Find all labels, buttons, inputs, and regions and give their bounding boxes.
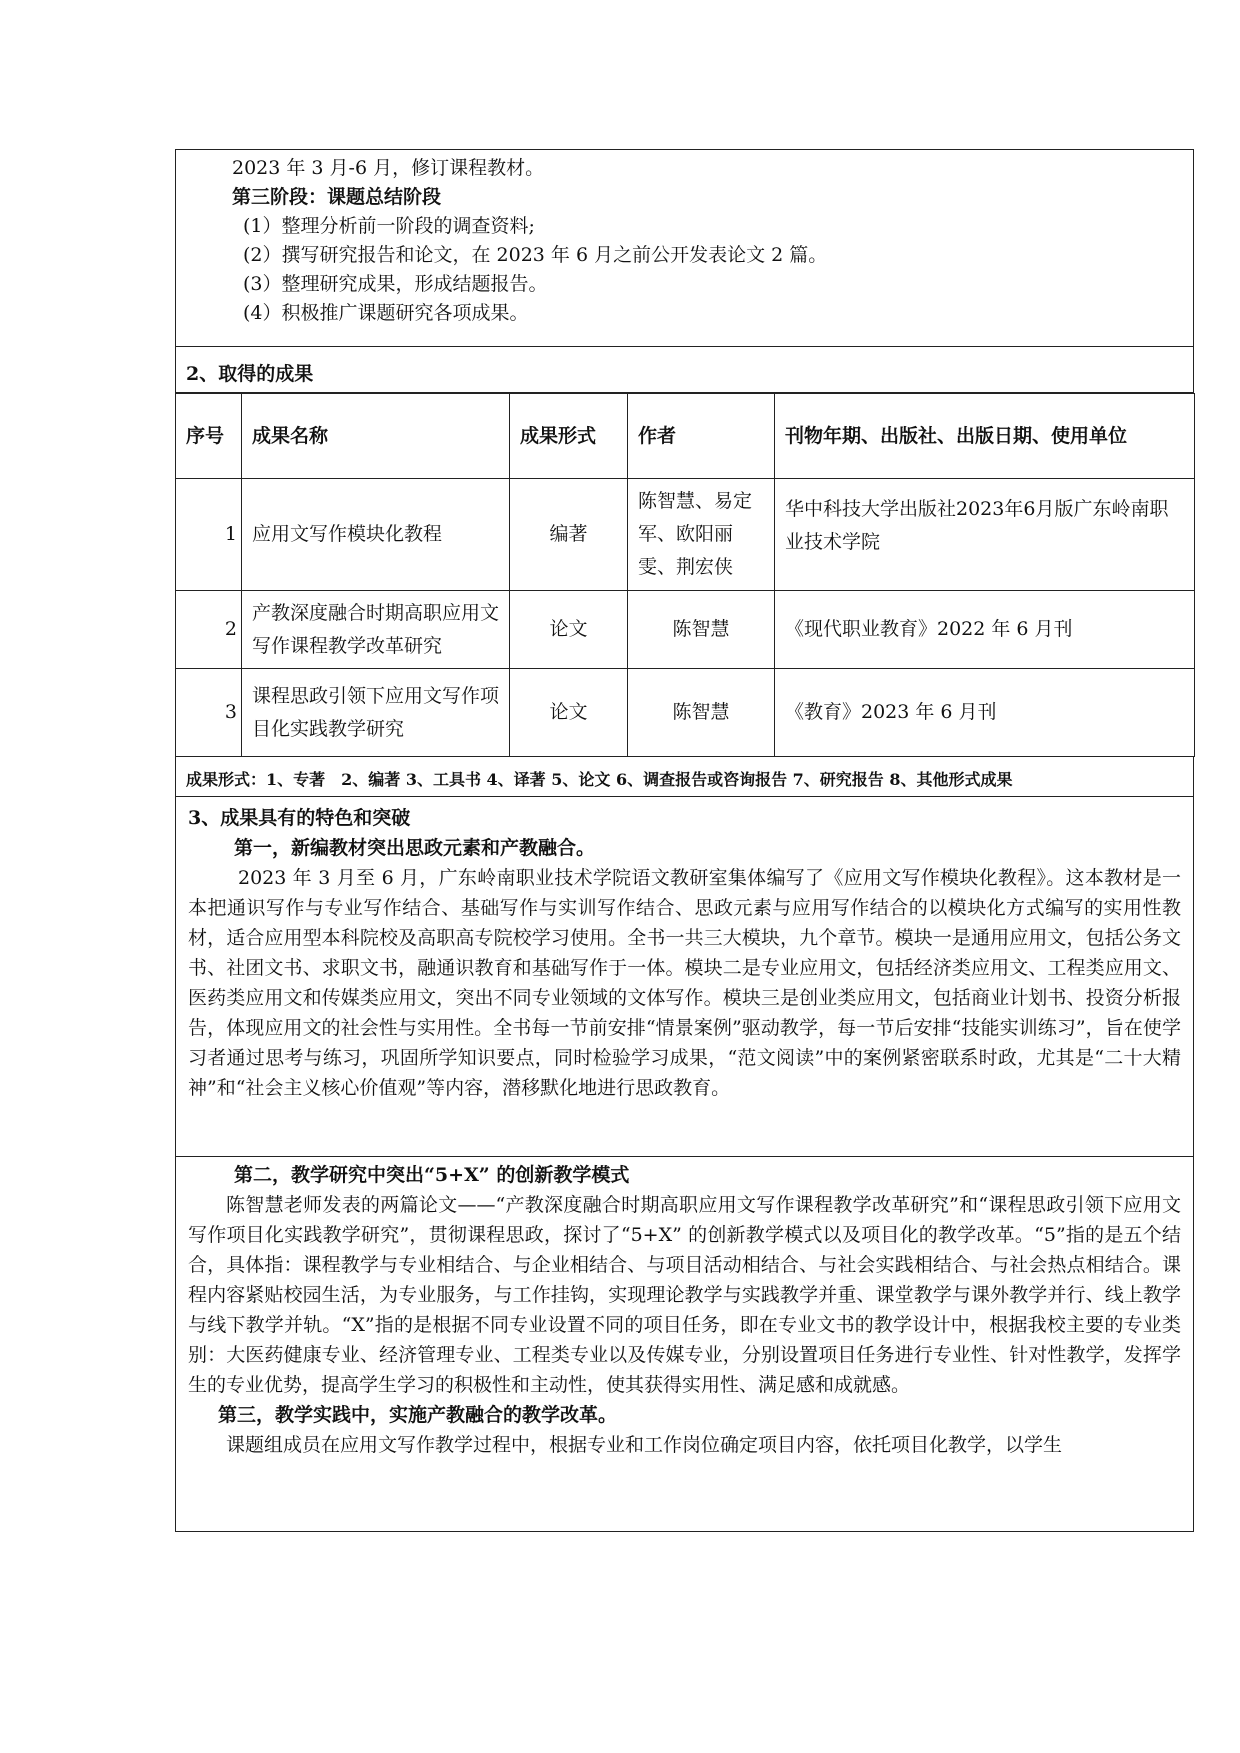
row-author: 陈智慧 — [628, 591, 775, 669]
point1-text: 2023 年 3 月至 6 月，广东岭南职业技术学院语文教研室集体编写了《应用文写作模块化教程》。这本教材是一本把通识写作与专业写作结合、基础写作与实训写作结合、思政元素与应用写作结合的以模块化方式编写的实用性教材，适合应用型本科院校及高职高专院校学习使用。全书一共三大模块，九个章节。模块一是通用应用文，包括公务文书、社团文书、求职文书，融通识教育和基础写作于一体。模块二是专业应用文，包括经济类应用文、工程类应用文、医药类应用文和传媒类应用文，突出不同专业领域的文体写作。模块三是创业类应用文，包括商业计划书、投资分析报告，体现应用文的社会性与实用性。全书每一节前安排“情景案例”驱动教学，每一节后安排“技能实训练习”，旨在使学习者通过思考与练习，巩固所学知识要点，同时检验学习成果，“范文阅读”中的案例紧密联系时政，尤其是“二十大精神”和“社会主义核心价值观”等内容，潜移默化地进行思政教育。 — [188, 867, 1181, 1099]
row-name: 产教深度融合时期高职应用文写作课程教学改革研究 — [242, 591, 510, 669]
research-stage-section — [175, 149, 1194, 347]
results-table-header — [176, 394, 1195, 479]
features-heading: 3、成果具有的特色和突破 — [188, 807, 411, 829]
stage3-item: (1）整理分析前一阶段的调查资料; — [243, 215, 535, 237]
header-name: 成果名称 — [242, 394, 510, 479]
row-form: 论文 — [510, 669, 628, 757]
row-index: 3 — [176, 669, 242, 757]
row-form: 论文 — [510, 591, 628, 669]
point3-text: 课题组成员在应用文写作教学过程中，根据专业和工作岗位确定项目内容，依托项目化教学，以学生 — [226, 1434, 1063, 1456]
stage3-item: (4）积极推广课题研究各项成果。 — [243, 302, 529, 324]
row-author: 陈智慧 — [628, 669, 775, 757]
point2-title: 第二，教学研究中突出“5+X” 的创新教学模式 — [234, 1164, 630, 1186]
row-index: 1 — [176, 479, 242, 591]
table-row — [176, 669, 1195, 757]
row-name: 课程思政引领下应用文写作项目化实践教学研究 — [242, 669, 510, 757]
row-name: 应用文写作模块化教程 — [242, 479, 510, 591]
row-index: 2 — [176, 591, 242, 669]
header-form: 成果形式 — [510, 394, 628, 479]
results-table — [175, 393, 1195, 757]
table-row — [176, 479, 1195, 591]
row-author: 陈智慧、易定军、欧阳丽雯、荆宏侠 — [628, 479, 775, 591]
point1-title: 第一，新编教材突出思政元素和产教融合。 — [234, 837, 596, 859]
stage3-item: (2）撰写研究报告和论文，在 2023 年 6 月之前公开发表论文 2 篇。 — [243, 244, 828, 266]
stage3-item: (3）整理研究成果，形成结题报告。 — [243, 273, 548, 295]
header-author: 作者 — [628, 394, 775, 479]
stage2-revision-line: 2023 年 3 月-6 月，修订课程教材。 — [232, 157, 545, 179]
row-publication: 《现代职业教育》2022 年 6 月刊 — [775, 591, 1195, 669]
header-index: 序号 — [176, 394, 242, 479]
features-section — [175, 797, 1194, 1157]
stage3-title: 第三阶段：课题总结阶段 — [232, 186, 442, 208]
row-publication: 《教育》2023 年 6 月刊 — [775, 669, 1195, 757]
table-row — [176, 591, 1195, 669]
row-form: 编著 — [510, 479, 628, 591]
row-publication: 华中科技大学出版社2023年6月版广东岭南职业技术学院 — [775, 479, 1195, 591]
header-publication: 刊物年期、出版社、出版日期、使用单位 — [775, 394, 1195, 479]
document-page — [175, 149, 1194, 1532]
results-heading: 2、取得的成果 — [175, 347, 1194, 393]
point2-text: 陈智慧老师发表的两篇论文——“产教深度融合时期高职应用文写作课程教学改革研究”和“课程思政引领下应用文写作项目化实践教学研究”，贯彻课程思政，探讨了“5+X” 的创新教学模式以及项目化的教学改革。“5”指的是五个结合，具体指：课程教学与专业相结合、与企业相结合、与项目活动相结合、与社会实践相结合、与社会热点相结合。课程内容紧贴校园生活，为专业服务，与工作挂钩，实现理论教学与实践教学并重、课堂教学与课外教学并行、线上教学与线下教学并轨。“X”指的是根据不同专业设置不同的项目任务，即在专业文书的教学设计中，根据我校主要的专业类别：大医药健康专业、经济管理专业、工程类专业以及传媒专业，分别设置项目任务进行专业性、针对性教学，发挥学生的专业优势，提高学生学习的积极性和主动性，使其获得实用性、满足感和成就感。 — [188, 1194, 1181, 1396]
features-section-continued — [175, 1156, 1194, 1532]
point3-title: 第三，教学实践中，实施产教融合的教学改革。 — [218, 1404, 618, 1426]
result-form-note: 成果形式：1、专著 2、编著 3、工具书 4、译著 5、论文 6、调查报告或咨询报告 7、研究报告 8、其他形式成果 — [175, 757, 1194, 797]
